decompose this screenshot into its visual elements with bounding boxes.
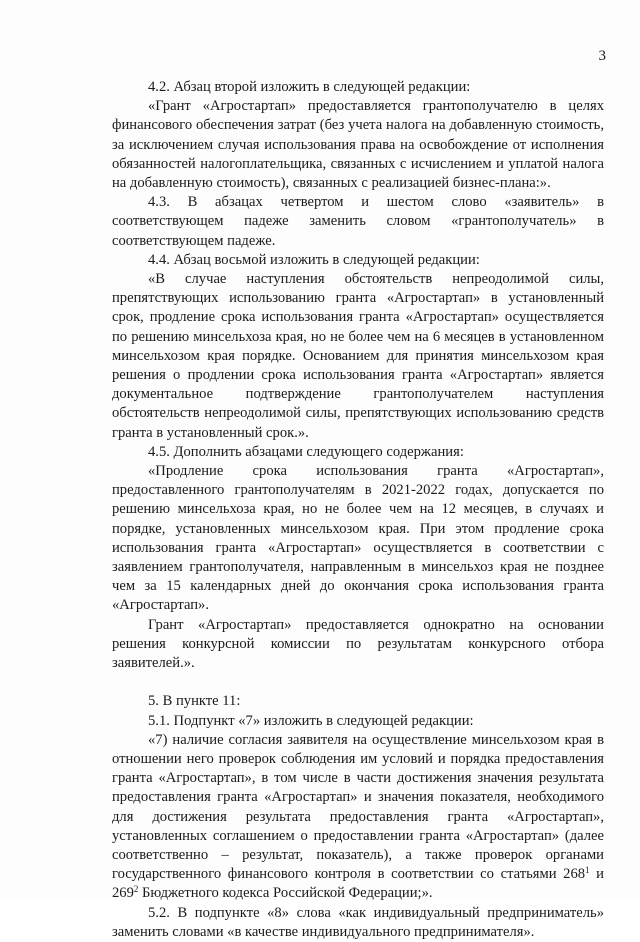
paragraph-4-5-text-1: «Продление срока использования гранта «Агростартап», предоставленного грантополучателям в 2021-2022 годах, допускается по решению минсельхоза края, но не более чем на 12 месяцев, в случаях и порядке, установленных минсельхозом края. При этом продление срока использования гранта «Агростартап» осуществляется в соответствии с заявлением грантополучателя, направленным в минсельхоз края не позднее чем за 15 календарных дней до окончания срока использования гранта «Агростартап». xyxy=(112,463,604,614)
paragraph-4-4-heading: 4.4. Абзац восьмой изложить в следующей редакции: xyxy=(148,251,480,268)
paragraph-4-5-text-2: Грант «Агростартап» предоставляется однократно на основании решения конкурсной комиссии по результатам конкурсного отбора заявителей.». xyxy=(112,616,604,672)
superscript-1: 1 xyxy=(585,865,590,876)
paragraph-4-3: 4.3. В абзацах четвертом и шестом слово «заявитель» в соответствующем падеже заменить словом «грантополучатель» в соответствующем падеже. xyxy=(112,194,604,249)
paragraph-4-5-heading: 4.5. Дополнить абзацами следующего содержания: xyxy=(148,443,464,460)
paragraph-4-2-text: «Грант «Агростартап» предоставляется грантополучателю в целях финансового обеспечения затрат (без учета налога на добавленную стоимость, за исключением случая использования права на освобождение от исполнения обязанностей налогоплательщика, связанных с исчислением и уплатой налога на добавленную стоимость), связанных с реализацией бизнес-плана:». xyxy=(112,98,604,192)
paragraph-5-1-text-a: «7) наличие согласия заявителя на осуществление минсельхозом края в отношении него проверок соблюдения им условий и порядка предоставления гранта «Агростартап», в том числе в части достижения значения результата предоставления гранта «Агростартап» и значения показателя, необходимого для достижения результата предоставления гранта «Агростартап», установленных соглашением о предоставлении гранта «Агростартап» (далее соответственно – результат, показатель), а также проверок органами государственного финансового контроля в соответствии со статьями 268 xyxy=(112,731,604,883)
paragraph-4-2-heading: 4.2. Абзац второй изложить в следующей редакции: xyxy=(148,79,471,95)
page-number: 3 xyxy=(598,48,606,64)
paragraph-5-1-heading: 5.1. Подпункт «7» изложить в следующей редакции: xyxy=(148,712,474,729)
paragraph-5-1-text xyxy=(112,731,604,904)
paragraph-4-4-text: «В случае наступления обстоятельств непреодолимой силы, препятствующих использованию гранта «Агростартап» в установленный срок, продление срока использования гранта «Агростартап» осуществляется по решению минсельхоза края, но не более чем на 6 месяцев в установленном минсельхозом края порядке. Основанием для принятия минсельхозом края решения о продлении срока использования гранта «Агростартап» является документальное подтверждение грантополучателем наступления обстоятельств непреодолимой силы, препятствующих использованию средств гранта в установленный срок.». xyxy=(112,271,604,441)
paragraph-5-1-text-end: Бюджетного кодекса Российской Федерации;». xyxy=(138,885,433,902)
paragraph-5-2: 5.2. В подпункте «8» слова «как индивидуальный предприниматель» заменить словами «в качестве индивидуального предпринимателя». xyxy=(112,904,604,940)
superscript-2: 2 xyxy=(133,884,139,895)
paragraph-5-heading: 5. В пункте 11: xyxy=(148,693,241,710)
document-body xyxy=(112,78,604,942)
paragraph-5-1-text-mid: и 269 xyxy=(112,866,604,902)
